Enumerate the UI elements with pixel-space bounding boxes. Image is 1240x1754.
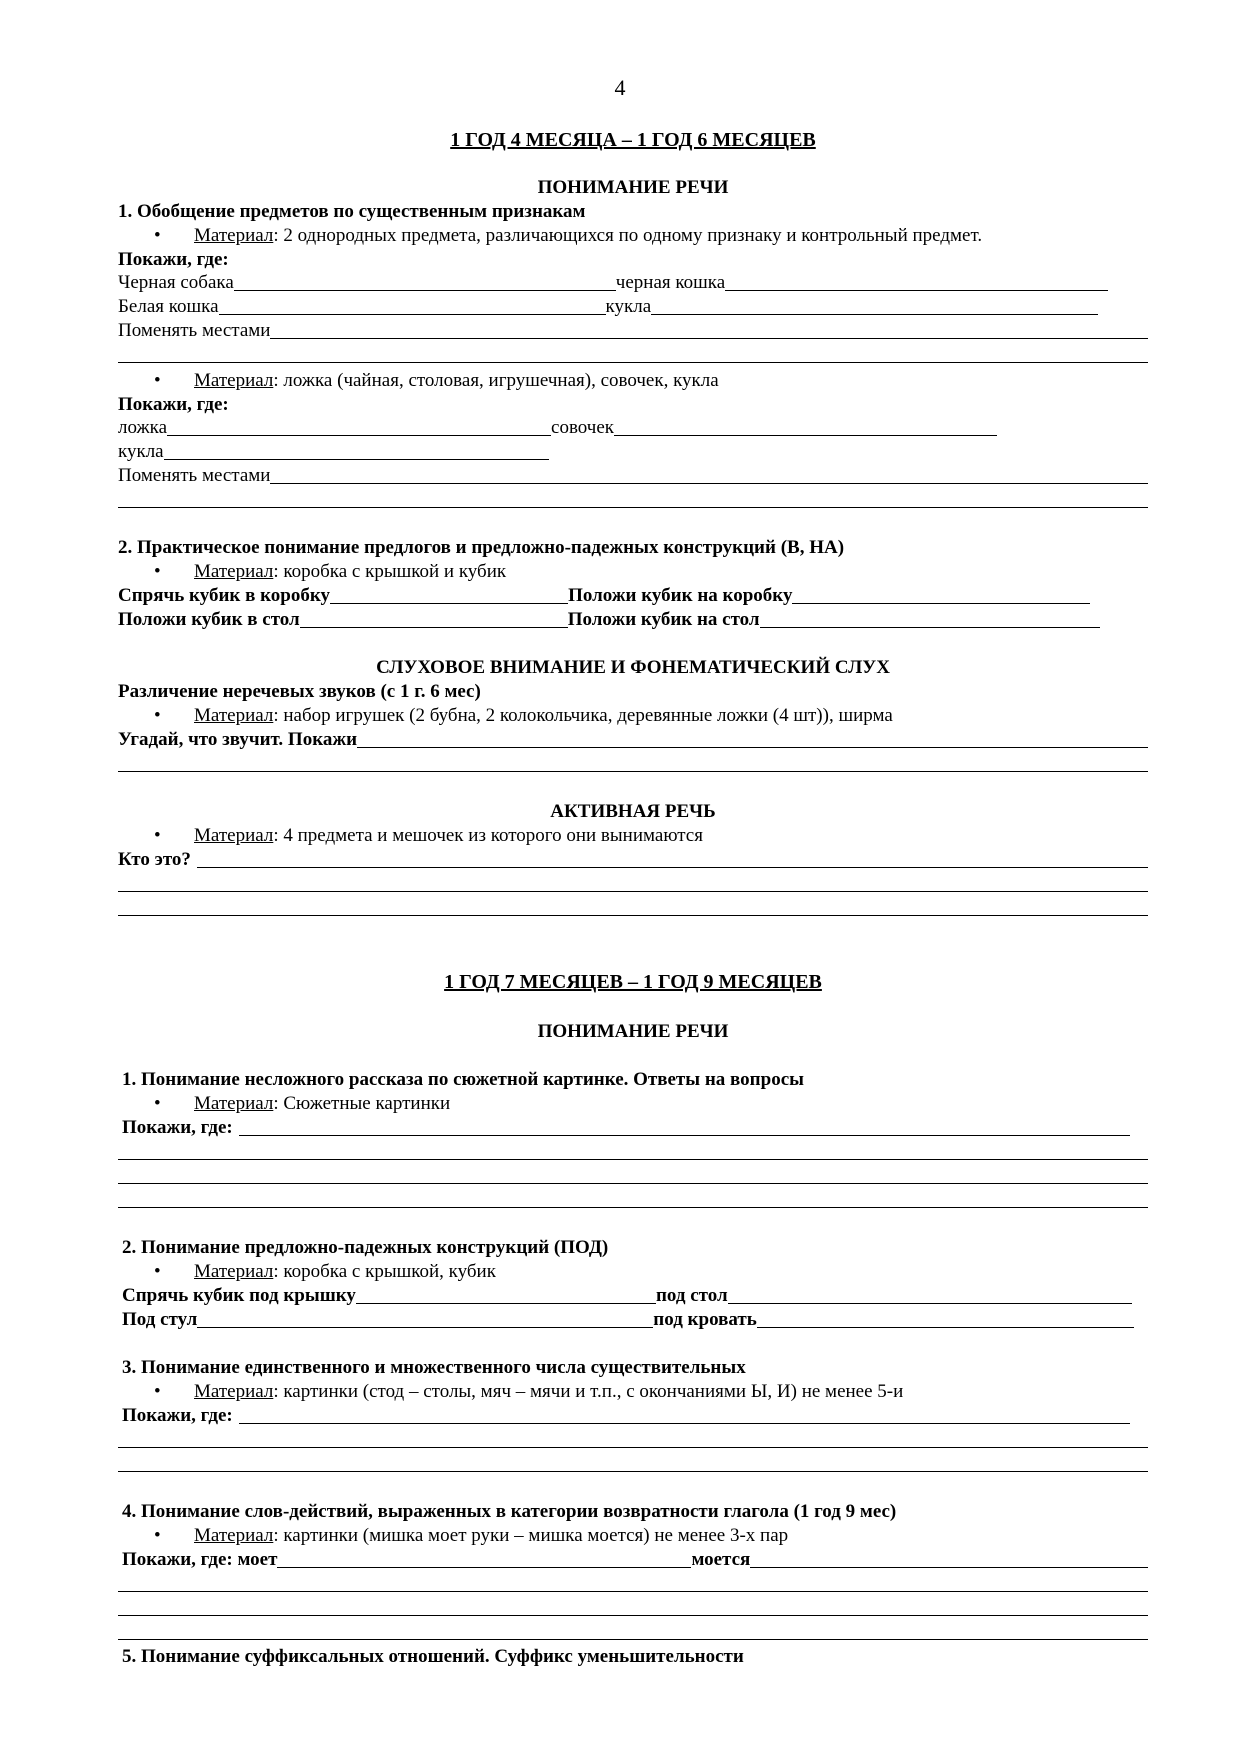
answer-line[interactable]: [118, 873, 1148, 892]
bullet: •: [154, 1381, 161, 1402]
bullet: •: [154, 225, 161, 246]
answer-field[interactable]: [277, 1550, 691, 1568]
show-where-label: Покажи, где:: [118, 249, 229, 270]
answer-field[interactable]: [239, 1118, 1130, 1136]
answer-label: черная кошка: [615, 272, 726, 293]
answer-field[interactable]: [750, 1550, 1148, 1568]
item-title: 2. Практическое понимание предлогов и предложно-падежных конструкций (В, НА): [118, 537, 845, 558]
answer-label: кукла: [118, 441, 164, 462]
answer-row: [118, 728, 1148, 752]
answer-line[interactable]: [118, 1141, 1148, 1160]
page-number: 4: [614, 75, 626, 100]
answer-label: Покажи, где:: [122, 1405, 233, 1426]
answer-row: [122, 1116, 1130, 1140]
heading-active-speech: АКТИВНАЯ РЕЧЬ: [550, 801, 716, 822]
heading-hearing: СЛУХОВОЕ ВНИМАНИЕ И ФОНЕМАТИЧЕСКИЙ СЛУХ: [376, 657, 890, 678]
bullet: •: [154, 561, 161, 582]
answer-label: Белая кошка: [118, 296, 219, 317]
answer-line[interactable]: [118, 1453, 1148, 1472]
answer-row: [118, 416, 1148, 440]
answer-label: Покажи, где:: [122, 1117, 233, 1138]
section-title-1: 1 ГОД 4 МЕСЯЦА – 1 ГОД 6 МЕСЯЦЕВ: [450, 129, 816, 151]
item-title: 1. Обобщение предметов по существенным признакам: [118, 201, 586, 222]
answer-label: Угадай, что звучит. Покажи: [118, 729, 358, 750]
answer-line[interactable]: [118, 489, 1148, 508]
answer-line[interactable]: [118, 344, 1148, 363]
answer-field[interactable]: [760, 610, 1100, 628]
answer-field[interactable]: [356, 1286, 656, 1304]
bullet: •: [154, 1261, 161, 1282]
answer-line[interactable]: [118, 753, 1148, 772]
material-line: • Материал: 2 однородных предмета, различающихся по одному признаку и контрольный предмет.: [154, 225, 983, 246]
answer-field[interactable]: [164, 442, 549, 460]
answer-line[interactable]: [118, 1165, 1148, 1184]
bullet: •: [154, 1525, 161, 1546]
answer-field[interactable]: [219, 297, 606, 315]
material-line: • Материал: набор игрушек (2 бубна, 2 колокольчика, деревянные ложки (4 шт)), ширма: [154, 705, 893, 726]
answer-label: кукла: [605, 296, 652, 317]
answer-field[interactable]: [614, 418, 997, 436]
item-title: 5. Понимание суффиксальных отношений. Суффикс уменьшительности: [122, 1646, 744, 1667]
item-title: 2. Понимание предложно-падежных конструкций (ПОД): [122, 1237, 609, 1258]
answer-row: [118, 440, 1148, 464]
item-title: 4. Понимание слов-действий, выраженных в категории возвратности глагола (1 год 9 мес): [122, 1501, 897, 1522]
answer-row: [122, 1284, 1132, 1308]
answer-line[interactable]: [118, 1429, 1148, 1448]
answer-label: Под стул: [122, 1309, 198, 1330]
answer-line[interactable]: [118, 1189, 1148, 1208]
section-title-2: 1 ГОД 7 МЕСЯЦЕВ – 1 ГОД 9 МЕСЯЦЕВ: [444, 971, 822, 993]
answer-row: [118, 295, 1148, 319]
answer-field[interactable]: [167, 418, 551, 436]
answer-line[interactable]: [118, 1621, 1148, 1640]
answer-row: [118, 319, 1148, 343]
item-title: 3. Понимание единственного и множественного числа существительных: [122, 1357, 746, 1378]
answer-field[interactable]: [651, 297, 1098, 315]
bullet: •: [154, 705, 161, 726]
answer-label: Спрячь кубик в коробку: [118, 585, 331, 606]
material-line: • Материал: картинки (мишка моет руки – мишка моется) не менее 3-х пар: [154, 1525, 789, 1546]
answer-field[interactable]: [357, 730, 1148, 748]
answer-field[interactable]: [330, 586, 568, 604]
answer-label: Кто это?: [118, 849, 191, 870]
material-line: • Материал: коробка с крышкой и кубик: [154, 561, 507, 582]
bullet: •: [154, 370, 161, 391]
answer-row: [118, 848, 1148, 872]
material-line: • Материал: картинки (стод – столы, мяч – мячи и т.п., с окончаниями Ы, И) не менее 5-и: [154, 1381, 904, 1402]
material-line: • Материал: Сюжетные картинки: [154, 1093, 451, 1114]
answer-row: [118, 464, 1148, 488]
answer-field[interactable]: [757, 1310, 1134, 1328]
item-title: Различение неречевых звуков (с 1 г. 6 мес): [118, 681, 481, 702]
answer-line[interactable]: [118, 1597, 1148, 1616]
answer-label: моется: [691, 1549, 751, 1570]
answer-label: ложка: [118, 417, 168, 438]
answer-label: Положи кубик в стол: [118, 609, 300, 630]
answer-label: Положи кубик на коробку: [568, 585, 793, 606]
answer-field[interactable]: [728, 1286, 1132, 1304]
answer-label: под стол: [655, 1285, 728, 1306]
show-where-label: Покажи, где:: [118, 394, 229, 415]
answer-field[interactable]: [270, 466, 1148, 484]
answer-row: [122, 1548, 1148, 1572]
answer-label: Черная собака: [118, 272, 234, 293]
answer-row: [122, 1404, 1130, 1428]
answer-field[interactable]: [270, 321, 1148, 339]
answer-field[interactable]: [197, 1310, 653, 1328]
answer-field[interactable]: [239, 1406, 1130, 1424]
answer-field[interactable]: [300, 610, 568, 628]
answer-label: Поменять местами: [118, 465, 271, 486]
bullet: •: [154, 1093, 161, 1114]
answer-line[interactable]: [118, 897, 1148, 916]
answer-row: [122, 1308, 1134, 1332]
answer-label: Положи кубик на стол: [567, 609, 760, 630]
answer-label: под кровать: [653, 1309, 757, 1330]
item-title: 1. Понимание несложного рассказа по сюжетной картинке. Ответы на вопросы: [122, 1069, 804, 1090]
answer-row: [118, 271, 1148, 295]
answer-row: [118, 584, 1148, 608]
bullet: •: [154, 825, 161, 846]
answer-label: Спрячь кубик под крышку: [122, 1285, 356, 1306]
answer-row: [118, 608, 1148, 632]
answer-field[interactable]: [792, 586, 1090, 604]
answer-field[interactable]: [197, 850, 1148, 868]
answer-line[interactable]: [118, 1573, 1148, 1592]
answer-label: Поменять местами: [118, 320, 271, 341]
heading-speech-understanding-2: ПОНИМАНИЕ РЕЧИ: [537, 1021, 729, 1042]
heading-speech-understanding-1: ПОНИМАНИЕ РЕЧИ: [537, 177, 729, 198]
answer-label: Покажи, где: моет: [122, 1549, 278, 1570]
material-line: • Материал: ложка (чайная, столовая, игрушечная), совочек, кукла: [154, 370, 719, 391]
material-line: • Материал: коробка с крышкой, кубик: [154, 1261, 496, 1282]
answer-field[interactable]: [725, 273, 1108, 291]
answer-label: совочек: [551, 417, 615, 438]
material-line: • Материал: 4 предмета и мешочек из которого они вынимаются: [154, 825, 703, 846]
answer-field[interactable]: [234, 273, 616, 291]
